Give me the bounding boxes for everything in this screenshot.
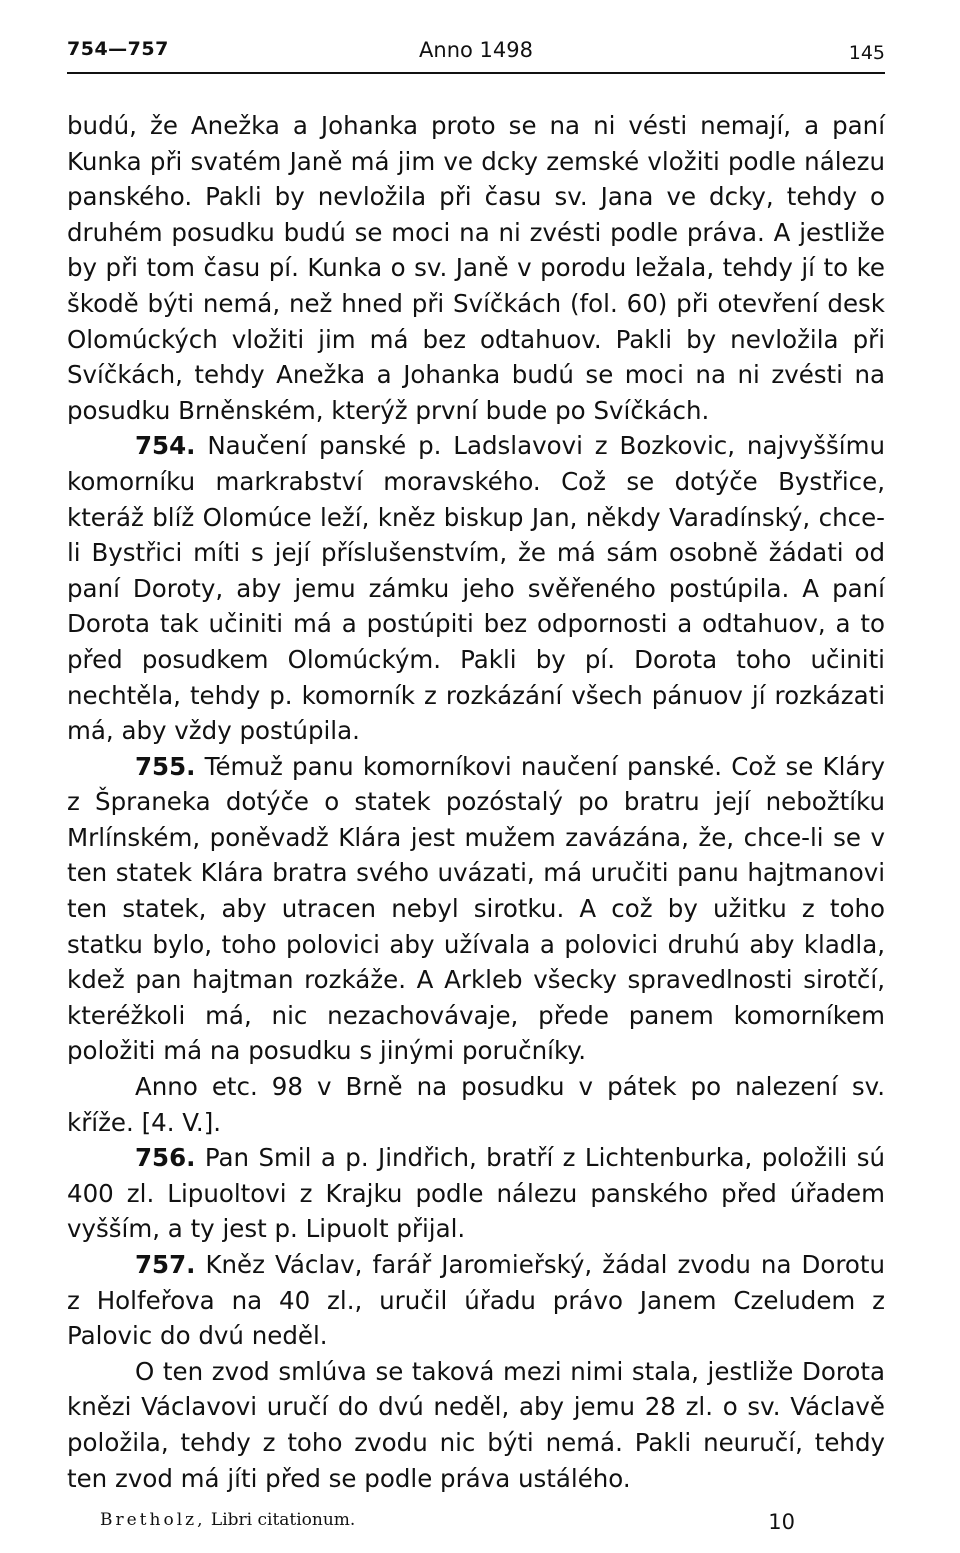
paragraph-continuation xyxy=(67,108,885,428)
signature-line xyxy=(100,1510,795,1534)
entry-number: 757. xyxy=(135,1250,196,1279)
entry-754 xyxy=(67,428,885,748)
paragraph-text: O ten zvod smlúva se taková mezi nimi stala, jestliže Dorota knězi Václavovi uručí do dvú neděl, aby jemu 28 zl. o sv. Václavě položila, tehdy z toho zvodu nic býti nemá. Pakli neuručí, tehdy ten zvod má jíti před se podle práva ustálého. xyxy=(67,1356,885,1493)
dating-clause xyxy=(67,1069,885,1140)
running-head xyxy=(67,28,885,68)
header-rule xyxy=(67,72,885,74)
entry-number: 756. xyxy=(135,1143,196,1173)
page-number: 145 xyxy=(848,42,885,64)
entry-range: 754—757 xyxy=(67,38,169,60)
entry-756 xyxy=(67,1140,885,1247)
footer-work: Libri citationum. xyxy=(205,1510,356,1530)
entry-757 xyxy=(67,1247,885,1354)
paragraph-text: Naučení panské p. Ladslavovi z Bozkovic, najvyššímu komorníku markrabství moravského. Což se dotýče Bystřice, kteráž blíž Olomúce leží, kněz biskup Jan, někdy Varadínský, chce-li Bystřici míti s její příslušenstvím, že má sám osobně žádati od paní Doroty, aby jemu zámku jeho svěřeného postúpila. A paní Dorota tak učiniti má a postúpiti bez odpornosti a odtahuov, a to před posudkem Olomúckým. Pakli by pí. Dorota toho učiniti nechtěla, tehdy p. komorník z rozkázání všech pánuov jí rozkázati má, aby vždy postúpila. xyxy=(67,431,885,746)
footer-author: Bretholz, xyxy=(100,1510,206,1530)
paragraph-text: budú, že Anežka a Johanka proto se na ni vésti nemají, a paní Kunka při svatém Janě má jim ve dcky zemské vložiti podle nálezu panského. Pakli by nevložila při času sv. Jana ve dcky, tehdy o druhém posudku budú se moci na ni zvésti podle práva. A jestliže by při tom času pí. Kunka o sv. Janě v porodu ležala, tehdy jí to ke škodě býti nemá, než hned při Svíčkách (fol. 60) při otevření desk Olomúckých vložiti jim má bez odtahuov. Pakli by nevložila při Svíčkách, tehdy Anežka a Johanka budú se moci na ni zvésti na posudku Brněnském, kterýž první bude po Svíčkách. xyxy=(67,111,885,425)
body-text xyxy=(67,108,885,1496)
paragraph-text: Kněz Václav, farář Jaromieřský, žádal zvodu na Dorotu z Holfeřova na 40 zl., uručil úřadu právo Janem Czeludem z Palovic do dvú neděl. xyxy=(67,1250,885,1351)
book-page xyxy=(67,28,885,1534)
running-title: Anno 1498 xyxy=(419,38,533,62)
paragraph-text: Anno etc. 98 v Brně na posudku v pátek po nalezení sv. kříže. [4. V.]. xyxy=(67,1072,885,1137)
entry-number: 754. xyxy=(135,431,196,461)
entry-757-agreement xyxy=(67,1354,885,1496)
entry-755 xyxy=(67,749,885,1069)
paragraph-text: Témuž panu komorníkovi naučení panské. Což se Kláry z Špraneka dotýče o statek pozóstalý po bratru její nebožtíku Mrlínském, poněvadž Klára jest mužem zavázána, že, chce-li se v ten statek Klára bratra svého uvázati, má uručiti panu hajtmanovi ten statek, aby utracen nebyl sirotku. A což by užitku z toho statku bylo, toho polovici aby užívala a polovici druhú aby kladla, kdež pan hajtman rozkáže. A Arkleb všecky spravedlnosti sirotčí, kteréžkoli má, nic nezachovávaje, přede panem komorníkem položiti má na posudku s jinými poručníky. xyxy=(67,751,885,1066)
paragraph-text: Pan Smil a p. Jindřich, bratří z Lichtenburka, položili sú 400 zl. Lipuoltovi z Krajku podle nálezu panského před úřadem vyšším, a ty jest p. Lipuolt přijal. xyxy=(67,1143,885,1244)
signature-mark: 10 xyxy=(768,1510,795,1534)
entry-number: 755. xyxy=(135,751,196,781)
